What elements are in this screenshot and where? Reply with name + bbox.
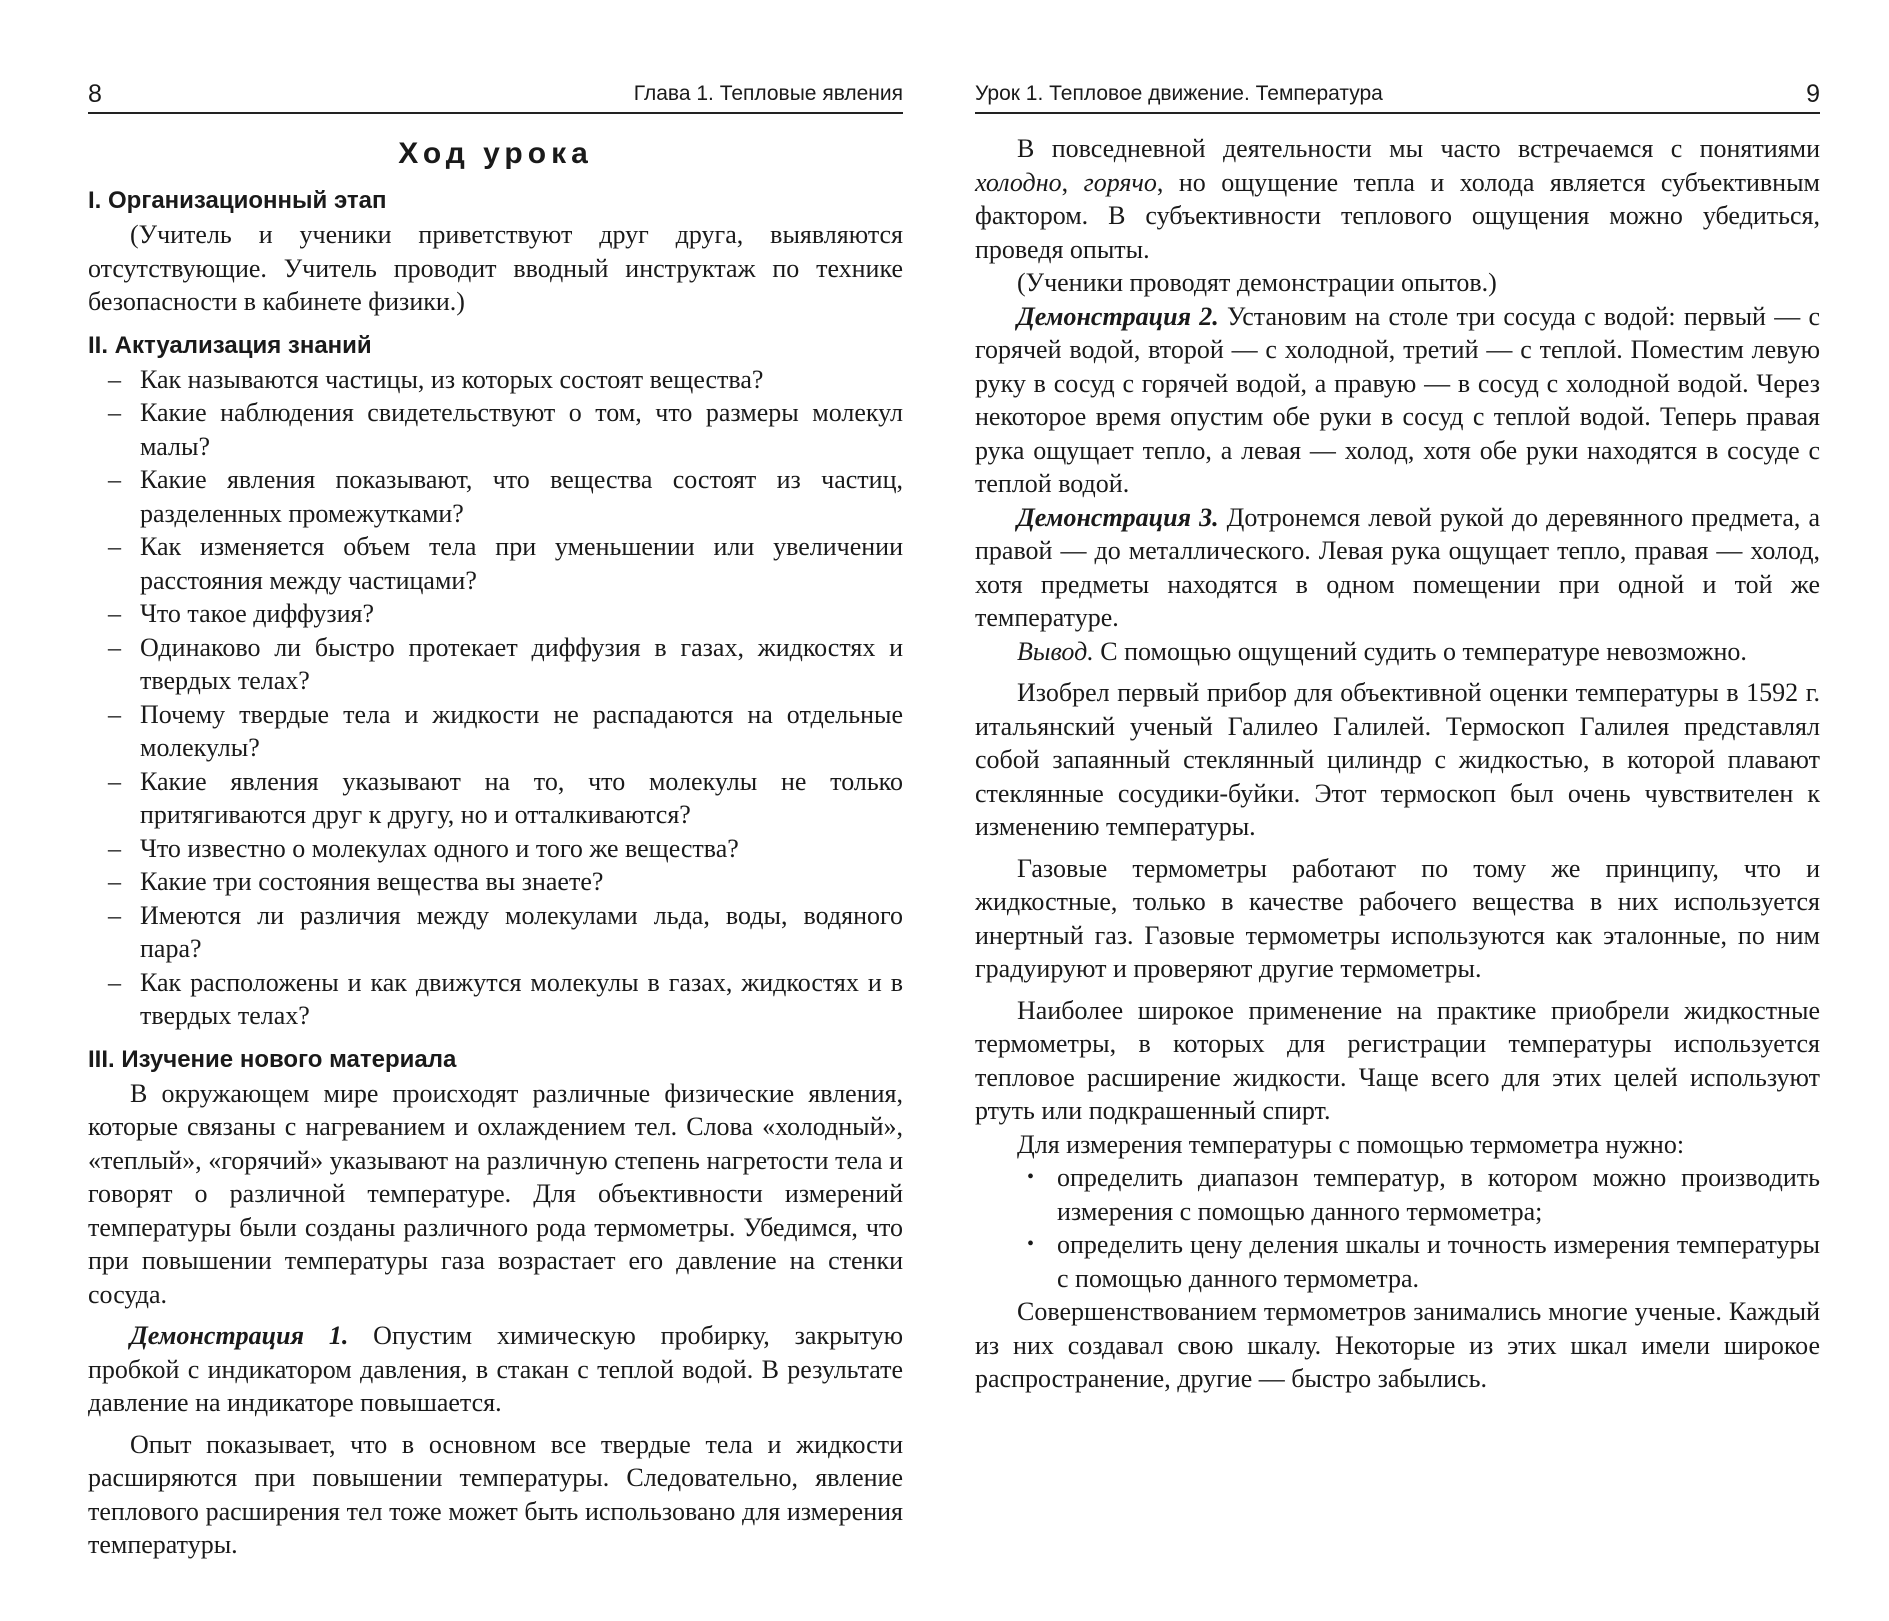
page-number: 9: [1806, 80, 1820, 108]
measurement-step: • определить диапазон температур, в котором можно производить измерения с помощью данного термометра;: [1057, 1161, 1820, 1228]
question-item: – Какие явления указывают на то, что молекулы не только притягиваются друг к другу, но и отталкиваются?: [140, 765, 903, 832]
right-page-body: [975, 132, 1820, 1396]
conclusion-text: С помощью ощущений судить о температуре невозможно.: [1100, 636, 1747, 666]
right-running-head: [975, 80, 1820, 114]
left-running-head: [88, 80, 903, 114]
question-item: – Одинаково ли быстро протекает диффузия в газах, жидкостях и твердых телах?: [140, 631, 903, 698]
intro-paragraph: [975, 132, 1820, 266]
intro-text-start: В повседневной деятельности мы часто встречаемся с понятиями: [1017, 134, 1820, 163]
organizational-text: (Учитель и ученики приветствуют друг друга, выявляются отсутствующие. Учитель проводит вводный инструктаж по технике безопасности в кабинете физики.): [88, 220, 903, 316]
measurement-steps-list: [975, 1161, 1820, 1295]
lesson-heading: Ход урока: [398, 137, 593, 170]
question-list: [88, 363, 903, 1033]
galileo-paragraph: Изобрел первый прибор для объективной оценки температуры в 1592 г. итальянский ученый Галилео Галилей. Термоскоп Галилея представлял собой запаянный стеклянный цилиндр с жидкостью, в которой плавают стеклянные сосудики-буйки. Этот термоскоп был очень чувствителен к изменению температуры.: [975, 678, 1820, 841]
measurement-step: • определить цену деления шкалы и точность измерения температуры с помощью данного термометра.: [1057, 1228, 1820, 1295]
chapter-title: Глава 1. Тепловые явления: [633, 82, 903, 105]
lesson-title: Урок 1. Тепловое движение. Температура: [975, 82, 1383, 105]
final-paragraph: Совершенствованием термометров занимались многие ученые. Каждый из них создавал свою шкалу. Некоторые из этих шкал имели широкое распространение, другие — быстро забылись.: [975, 1297, 1820, 1393]
page-number: 8: [88, 80, 102, 108]
conclusion: [975, 635, 1820, 669]
term-hot: горячо: [1083, 167, 1157, 197]
question-item: – Какие три состояния вещества вы знаете?: [140, 865, 903, 899]
gas-thermometer-paragraph: Газовые термометры работают по тому же принципу, что и жидкостные, только в качестве рабочего вещества в них используется инертный газ. Газовые термометры используются как эталонные, по ним градуируют и проверяют другие термометры.: [975, 853, 1820, 983]
left-page-body: [88, 132, 903, 1562]
question-item: – Имеются ли различия между молекулами льда, воды, водяного пара?: [140, 899, 903, 966]
demonstration-3: [975, 501, 1820, 635]
steps-intro: Для измерения температуры с помощью термометра нужно:: [1017, 1129, 1685, 1159]
question-item: – Какие наблюдения свидетельствуют о том, что размеры молекул малы?: [140, 396, 903, 463]
demonstration-2-label: Демонстрация 2.: [1017, 301, 1219, 331]
demonstration-3-label: Демонстрация 3.: [1017, 502, 1219, 532]
section-heading-new-material: III. Изучение нового материала: [88, 1045, 457, 1073]
demonstration-1-label: Демонстрация 1.: [130, 1321, 349, 1350]
section-heading-knowledge: II. Актуализация знаний: [88, 331, 372, 359]
conclusion-label: Вывод.: [1017, 636, 1094, 666]
demonstration-3-text: Дотронемся левой рукой до деревянного предмета, а правой — до металлического. Левая рука ощущает тепло, правая — холод, хотя предметы находятся в одном помещении при одной и той же температуре.: [975, 502, 1820, 632]
question-item: – Что такое диффузия?: [140, 597, 903, 631]
question-item: – Как называются частицы, из которых состоят вещества?: [140, 363, 903, 397]
question-item: – Почему твердые тела и жидкости не распадаются на отдельные молекулы?: [140, 698, 903, 765]
new-material-paragraph: В окружающем мире происходят различные физические явления, которые связаны с нагреванием и охлаждением тел. Слова «холодный», «теплый», «горячий» указывают на различную степень нагретости тела и говорят о различной температуре. Для объективности измерений температуры были созданы различного рода термометры. Убедимся, что при повышении температуры газа возрастает его давление на стенки сосуда.: [88, 1078, 903, 1309]
question-item: – Как изменяется объем тела при уменьшении или увеличении расстояния между частицами?: [140, 530, 903, 597]
question-item: – Какие явления показывают, что вещества состоят из частиц, разделенных промежутками?: [140, 463, 903, 530]
demonstration-1-text: Опустим химическую пробирку, закрытую пробкой с индикатором давления, в стакан с теплой водой. В результате давление на индикаторе повышается.: [88, 1321, 903, 1417]
question-item: – Как расположены и как движутся молекулы в газах, жидкостях и в твердых телах?: [140, 966, 903, 1033]
demonstration-1: [88, 1319, 903, 1420]
question-item: – Что известно о молекулах одного и того же вещества?: [140, 832, 903, 866]
term-separator: ,: [1061, 167, 1069, 197]
demonstration-2-text: Установим на столе три сосуда с водой: первый — с горячей водой, второй — с холодной, третий — с теплой. Поместим левую руку в сосуд с горячей водой, а правую — в сосуд с холодной водой. Через некоторое время опустим обе руки в сосуд с теплой водой. Теперь правая рука ощущает тепло, а левая — холод, хотя обе руки находятся в сосуде с теплой водой.: [975, 301, 1821, 498]
expansion-paragraph: Опыт показывает, что в основном все твердые тела и жидкости расширяются при повышении температуры. Следовательно, явление теплового расширения тел тоже может быть использовано для измерения температуры.: [88, 1429, 903, 1559]
liquid-thermometer-paragraph: Наиболее широкое применение на практике приобрели жидкостные термометры, в которых для регистрации температуры используется тепловое расширение жидкости. Чаще всего для этих целей используют ртуть или подкрашенный спирт.: [975, 995, 1820, 1125]
section-heading-organizational: I. Организационный этап: [88, 187, 387, 214]
students-note: (Ученики проводят демонстрации опытов.): [1017, 268, 1497, 297]
demonstration-2: [975, 300, 1820, 501]
term-cold: холодно: [975, 167, 1062, 197]
intro-text-end: , но ощущение тепла и холода является субъективным фактором. В субъективности теплового ощущения можно убедиться, проведя опыты.: [975, 167, 1820, 264]
